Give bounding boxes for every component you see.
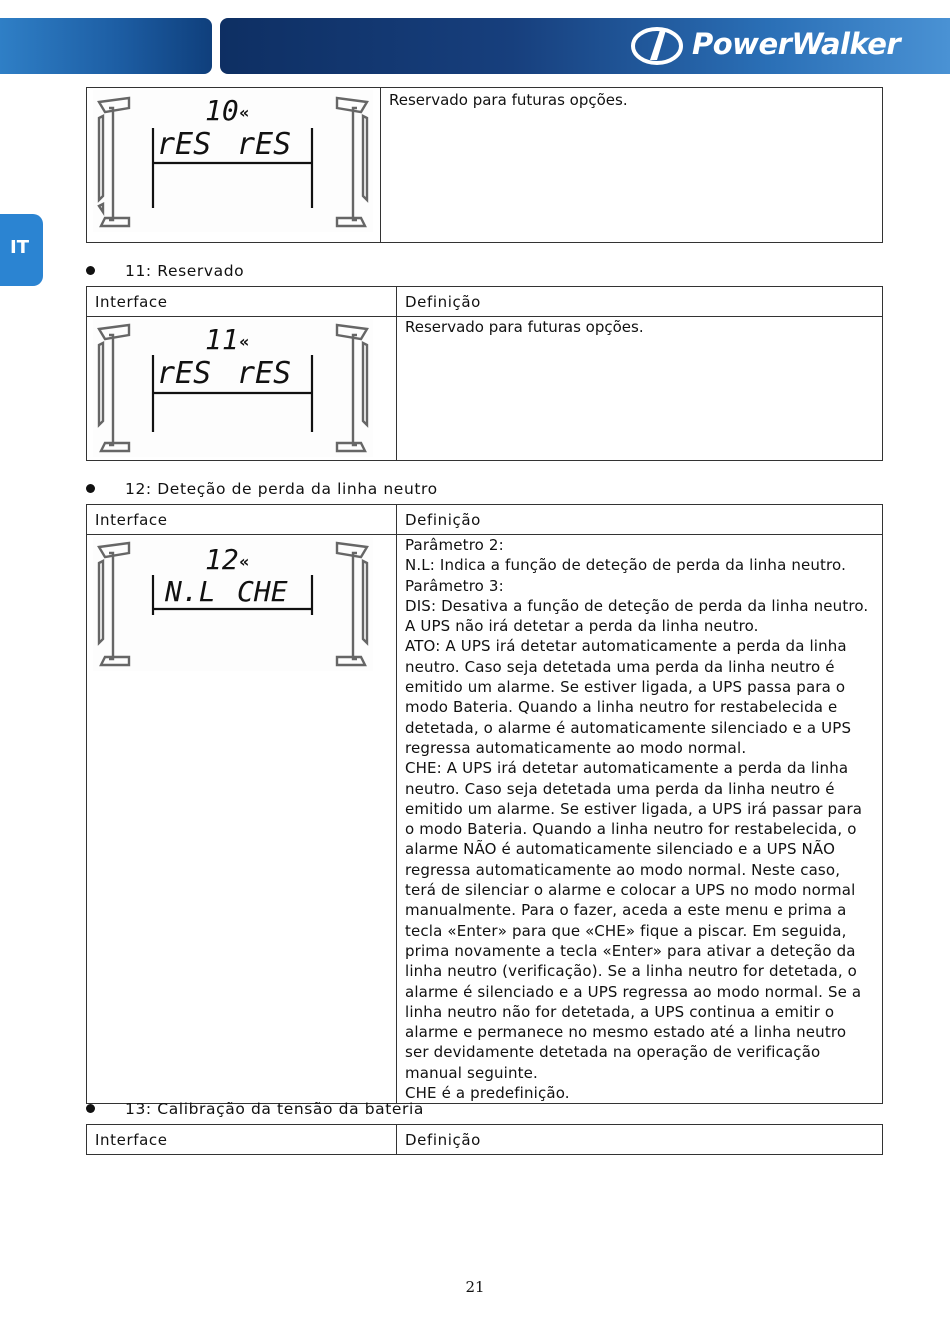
- column-header-definition: Definição: [397, 505, 883, 535]
- column-header-interface: Interface: [87, 1125, 397, 1155]
- section-13-title: [86, 1100, 424, 1118]
- table-section-10: [86, 87, 883, 243]
- bullet-icon: [86, 266, 95, 275]
- lcd-line-1: rES: [157, 127, 212, 162]
- lcd-parameter-number: 10: [205, 94, 239, 127]
- table-section-11: [86, 286, 883, 461]
- default-text: CHE é a predefinição.: [405, 1084, 570, 1103]
- section-title-text: 11: Reservado: [125, 262, 245, 280]
- lcd-line-1: rES: [157, 356, 212, 391]
- lcd-arrow-icon: «: [239, 103, 250, 122]
- lcd-display: [87, 317, 379, 460]
- interface-cell: [87, 317, 397, 461]
- section-11-title: [86, 262, 244, 280]
- lcd-arrow-icon: «: [239, 552, 250, 571]
- column-header-interface: Interface: [87, 505, 397, 535]
- option-ato-text: ATO: A UPS irá detetar automaticamente a perda da linha neutro. Caso seja detetada uma perda da linha neutro é emitido um alarme. Se estiver ligada, a UPS passa para o modo Bateria. Quando a linha neutro for restabelecida e detetada, o alarme é automaticamente silenciado e a UPS regressa automaticamente ao modo normal.: [405, 637, 852, 757]
- lcd-parameter-number: 11: [205, 323, 239, 356]
- header-left-band: [0, 18, 212, 74]
- power-logo-icon: [630, 24, 690, 68]
- bullet-icon: [86, 484, 95, 493]
- lcd-display: [87, 535, 379, 675]
- section-title-text: 12: Deteção de perda da linha neutro: [125, 480, 438, 498]
- definition-cell: [397, 317, 883, 461]
- lcd-display: [87, 88, 379, 242]
- section-12-title: [86, 480, 438, 498]
- bullet-icon: [86, 1104, 95, 1113]
- lcd-line-2: rES: [237, 127, 292, 162]
- definition-text: Reservado para futuras opções.: [389, 91, 628, 109]
- page-number: 21: [465, 1278, 485, 1296]
- parameter-2-text: N.L: Indica a função de deteção de perda da linha neutro.: [405, 556, 847, 575]
- lcd-line-2: rES: [237, 356, 292, 391]
- language-tab: IT: [0, 214, 43, 286]
- parameter-3-label: Parâmetro 3:: [405, 576, 504, 595]
- lcd-line-2: CHE: [237, 575, 288, 608]
- definition-cell: [381, 88, 883, 243]
- definition-cell: [397, 535, 883, 1104]
- column-header-definition: Definição: [397, 287, 883, 317]
- section-title-text: 13: Calibração da tensão da bateria: [125, 1100, 425, 1118]
- brand-name: PowerWalker: [692, 27, 901, 61]
- option-dis-text: DIS: Desativa a função de deteção de perda da linha neutro. A UPS não irá detetar a perda da linha neutro.: [405, 596, 869, 636]
- column-header-definition: Definição: [397, 1125, 883, 1155]
- table-section-13: [86, 1124, 883, 1155]
- interface-cell: [87, 535, 397, 1104]
- column-header-interface: Interface: [87, 287, 397, 317]
- lcd-parameter-number: 12: [205, 543, 239, 576]
- option-che-text: CHE: A UPS irá detetar automaticamente a perda da linha neutro. Caso seja detetada uma perda da linha neutro é emitido um alarme. Se estiver ligada, a UPS irá passar para o modo Bateria. Quando a linha neutro for restabelecida, o alarme NÃO é automaticamente silenciado e a UPS NÃO regressa automaticamente ao modo normal. Neste caso, terá de silenciar o alarme e colocar a UPS no modo normal manualmente. Para o fazer, aceda a este menu e prima a tecla «Enter» para que «CHE» fique a piscar. Em seguida, prima novamente a tecla «Enter» para ativar a deteção da linha neutro (verificação). Se a linha neutro for detetada, o alarme é silenciado e a UPS regressa ao modo normal. Se a linha neutro não for detetada, a UPS continua a emitir o alarme e permanece no mesmo estado até a linha neutro ser devidamente detetada na operação de verificação manual seguinte.: [405, 759, 863, 1082]
- lcd-line-1: N.L: [165, 575, 216, 608]
- table-section-12: [86, 504, 883, 1104]
- lcd-arrow-icon: «: [239, 332, 250, 351]
- definition-text: Reservado para futuras opções.: [405, 318, 644, 336]
- interface-cell: [87, 88, 381, 243]
- parameter-2-label: Parâmetro 2:: [405, 536, 504, 554]
- brand-logo: [630, 24, 935, 68]
